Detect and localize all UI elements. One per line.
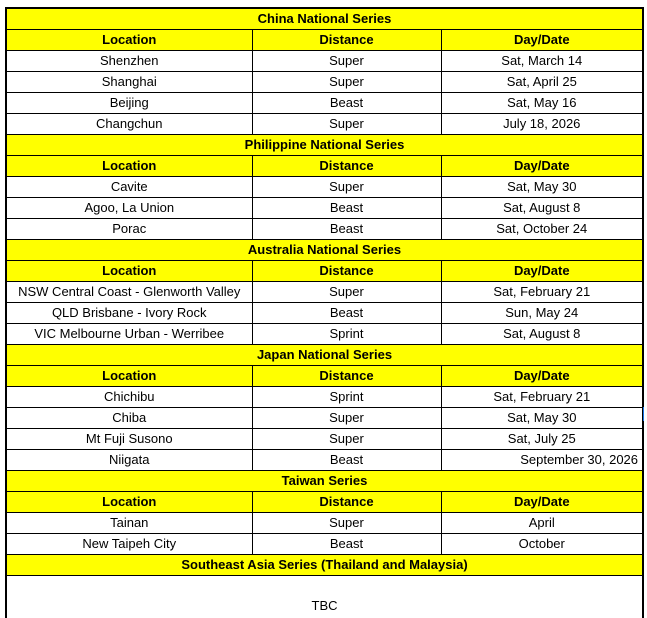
table-row xyxy=(6,450,643,471)
cell-location[interactable]: Shanghai xyxy=(6,72,252,93)
column-header-location[interactable]: Location xyxy=(6,492,252,513)
table-row xyxy=(6,177,643,198)
column-header-location[interactable]: Location xyxy=(6,261,252,282)
cell-day-date[interactable]: July 18, 2026 xyxy=(441,114,643,135)
cell-location[interactable]: Tainan xyxy=(6,513,252,534)
cell-day-date[interactable]: Sat, October 24 xyxy=(441,219,643,240)
cell-distance[interactable]: Sprint xyxy=(252,324,441,345)
cell-distance[interactable]: Super xyxy=(252,72,441,93)
series-title[interactable]: Philippine National Series xyxy=(6,135,643,156)
table-row xyxy=(6,51,643,72)
column-header-row xyxy=(6,156,643,177)
cell-distance[interactable]: Super xyxy=(252,282,441,303)
cell-distance[interactable]: Beast xyxy=(252,93,441,114)
cell-distance[interactable]: Super xyxy=(252,177,441,198)
cell-day-date[interactable]: Sat, May 30 xyxy=(441,408,643,429)
cell-location[interactable]: Chichibu xyxy=(6,387,252,408)
table-row xyxy=(6,324,643,345)
series-title[interactable]: Japan National Series xyxy=(6,345,643,366)
cell-location[interactable]: Cavite xyxy=(6,177,252,198)
series-title[interactable]: Taiwan Series xyxy=(6,471,643,492)
column-header-day-date[interactable]: Day/Date xyxy=(441,366,643,387)
cell-location[interactable]: Chiba xyxy=(6,408,252,429)
cell-day-date[interactable]: Sat, April 25 xyxy=(441,72,643,93)
cell-location[interactable]: Mt Fuji Susono xyxy=(6,429,252,450)
cell-location[interactable]: New Taipeh City xyxy=(6,534,252,555)
cell-location[interactable]: NSW Central Coast - Glenworth Valley xyxy=(6,282,252,303)
cell-distance[interactable]: Super xyxy=(252,114,441,135)
schedule-table-body xyxy=(6,8,643,618)
series-title[interactable]: Australia National Series xyxy=(6,240,643,261)
column-header-day-date[interactable]: Day/Date xyxy=(441,492,643,513)
cell-location[interactable]: Agoo, La Union xyxy=(6,198,252,219)
table-row xyxy=(6,534,643,555)
column-header-distance[interactable]: Distance xyxy=(252,261,441,282)
cell-day-date[interactable]: Sat, February 21 xyxy=(441,282,643,303)
series-title-row xyxy=(6,240,643,261)
column-header-day-date[interactable]: Day/Date xyxy=(441,156,643,177)
table-row xyxy=(6,93,643,114)
cell-distance[interactable]: Beast xyxy=(252,198,441,219)
series-title[interactable]: Southeast Asia Series (Thailand and Malaysia) xyxy=(6,555,643,576)
column-header-row xyxy=(6,30,643,51)
cell-location[interactable]: VIC Melbourne Urban - Werribee xyxy=(6,324,252,345)
series-title[interactable]: China National Series xyxy=(6,8,643,30)
cell-day-date[interactable]: September 30, 2026 xyxy=(441,450,643,471)
cell-distance[interactable]: Beast xyxy=(252,219,441,240)
cell-day-date[interactable]: Sat, July 25 xyxy=(441,429,643,450)
cell-day-date[interactable]: Sat, March 14 xyxy=(441,51,643,72)
cell-distance[interactable]: Super xyxy=(252,408,441,429)
table-row xyxy=(6,219,643,240)
cell-day-date[interactable]: Sat, May 30 xyxy=(441,177,643,198)
cell-distance[interactable]: Beast xyxy=(252,450,441,471)
table-row xyxy=(6,282,643,303)
cell-location[interactable]: Shenzhen xyxy=(6,51,252,72)
table-row xyxy=(6,198,643,219)
cell-distance[interactable]: Beast xyxy=(252,303,441,324)
table-row xyxy=(6,408,643,429)
cell-location[interactable]: Porac xyxy=(6,219,252,240)
cell-distance[interactable]: Sprint xyxy=(252,387,441,408)
cell-distance[interactable]: Beast xyxy=(252,534,441,555)
tbc-row xyxy=(6,576,643,618)
series-title-row xyxy=(6,345,643,366)
cell-day-date[interactable]: Sat, August 8 xyxy=(441,324,643,345)
cell-selection-marker xyxy=(643,407,644,421)
cell-day-date[interactable]: October xyxy=(441,534,643,555)
column-header-location[interactable]: Location xyxy=(6,30,252,51)
column-header-row xyxy=(6,366,643,387)
series-title-row xyxy=(6,8,643,30)
column-header-day-date[interactable]: Day/Date xyxy=(441,30,643,51)
table-row xyxy=(6,303,643,324)
series-title-row xyxy=(6,135,643,156)
cell-day-date[interactable]: Sat, August 8 xyxy=(441,198,643,219)
cell-distance[interactable]: Super xyxy=(252,513,441,534)
column-header-row xyxy=(6,492,643,513)
table-row xyxy=(6,114,643,135)
column-header-distance[interactable]: Distance xyxy=(252,366,441,387)
cell-location[interactable]: Niigata xyxy=(6,450,252,471)
table-row xyxy=(6,387,643,408)
column-header-location[interactable]: Location xyxy=(6,366,252,387)
column-header-row xyxy=(6,261,643,282)
cell-day-date[interactable]: April xyxy=(441,513,643,534)
cell-location[interactable]: QLD Brisbane - Ivory Rock xyxy=(6,303,252,324)
series-title-row xyxy=(6,471,643,492)
column-header-day-date[interactable]: Day/Date xyxy=(441,261,643,282)
cell-day-date[interactable]: Sat, February 21 xyxy=(441,387,643,408)
tbc-cell[interactable]: TBC xyxy=(6,576,643,618)
column-header-distance[interactable]: Distance xyxy=(252,492,441,513)
table-row xyxy=(6,429,643,450)
series-title-row xyxy=(6,555,643,576)
column-header-distance[interactable]: Distance xyxy=(252,156,441,177)
table-row xyxy=(6,513,643,534)
cell-distance[interactable]: Super xyxy=(252,429,441,450)
cell-day-date[interactable]: Sat, May 16 xyxy=(441,93,643,114)
table-row xyxy=(6,72,643,93)
cell-location[interactable]: Changchun xyxy=(6,114,252,135)
column-header-distance[interactable]: Distance xyxy=(252,30,441,51)
cell-distance[interactable]: Super xyxy=(252,51,441,72)
schedule-table xyxy=(5,7,644,618)
cell-day-date[interactable]: Sun, May 24 xyxy=(441,303,643,324)
column-header-location[interactable]: Location xyxy=(6,156,252,177)
cell-location[interactable]: Beijing xyxy=(6,93,252,114)
